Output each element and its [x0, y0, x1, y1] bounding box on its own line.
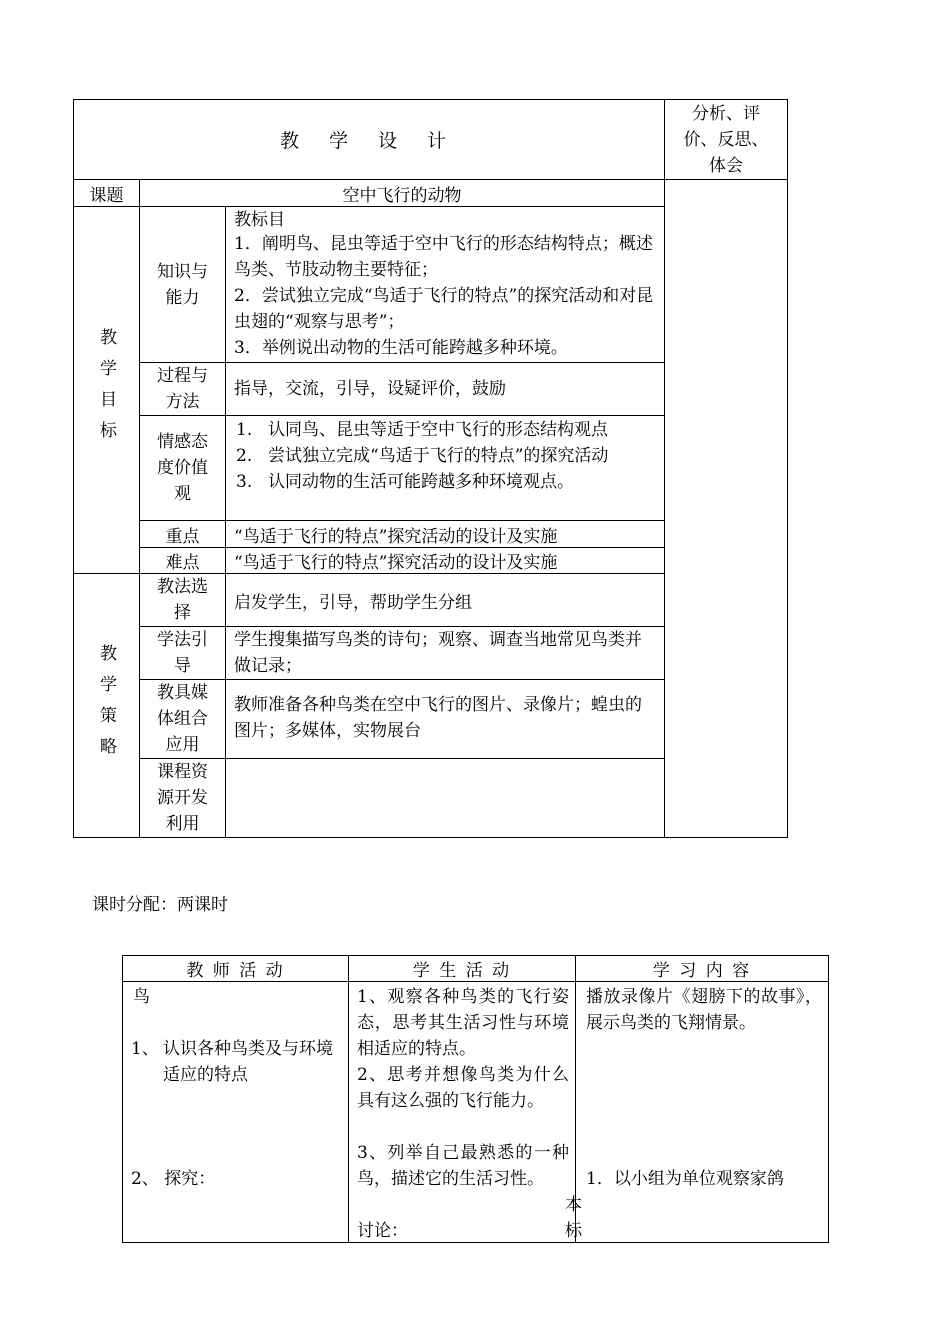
student-mark: 本标: [565, 1195, 582, 1241]
knowledge-item: 3．举例说出动物的生活可能跨越多种环境。: [234, 338, 568, 358]
teacher-item-1-text: 认识各种鸟类及与环境适应的特点: [163, 1039, 333, 1085]
method-content: [225, 573, 665, 627]
design-title-text: 教 学 设 计: [279, 130, 459, 152]
media-content: [225, 679, 665, 759]
emotion-item-num: 3.: [236, 472, 253, 492]
topic-value-text: 空中飞行的动物: [342, 185, 462, 206]
study-label: [139, 626, 226, 680]
emotion-item: [236, 469, 656, 495]
emotion-item-text: 尝试独立完成“鸟适于飞行的特点”的探究活动: [268, 446, 609, 466]
teacher-header-text: 教 师 活 动: [186, 961, 285, 981]
study-label-text: 学法引导: [157, 630, 208, 676]
key-content: [225, 520, 665, 548]
student-item-4: 讨论：: [357, 1221, 408, 1241]
content-header: [575, 955, 829, 982]
content-item-1: 播放录像片《翅膀下的故事》，展示鸟类的飞翔情景。: [586, 987, 822, 1033]
method-label-text: 教法选择: [157, 577, 208, 623]
emotion-content: [225, 415, 665, 521]
emotion-item-num: 2.: [236, 446, 253, 466]
teacher-item-2: 2、 探究：: [131, 1169, 216, 1189]
content-item-2: 1．以小组为单位观察家鸽: [586, 1169, 784, 1189]
student-item-2: 2、思考并想像鸟类为什么具有这么强的飞行能力。: [357, 1065, 569, 1111]
emotion-label: [139, 415, 226, 521]
knowledge-item: 2．尝试独立完成“鸟适于飞行的特点”的探究活动和对昆虫翅的“观察与思考”；: [234, 286, 654, 332]
knowledge-label: [139, 206, 226, 363]
teacher-item-1-num: 1、: [131, 1039, 159, 1059]
design-title: [73, 99, 665, 180]
emotion-item-text: 认同动物的生活可能跨越多种环境观点。: [268, 472, 574, 492]
goals-group-text: 教学目标: [96, 328, 116, 452]
teacher-bird: 鸟: [133, 987, 150, 1007]
strategy-group-text: 教学策略: [96, 643, 116, 768]
key-label-text: 重点: [165, 526, 200, 547]
student-cell: [348, 981, 582, 1243]
difficult-content: [225, 547, 665, 574]
media-text: 教师准备各种鸟类在空中飞行的图片、录像片；蝗虫的图片；多媒体，实物展台: [234, 695, 642, 741]
student-header: [348, 955, 576, 982]
emotion-item: [236, 443, 656, 469]
key-label: [139, 520, 226, 548]
study-text: 学生搜集描写鸟类的诗句；观察、调查当地常见鸟类并做记录；: [234, 630, 642, 676]
process-text: 指导，交流，引导，设疑评价，鼓励: [234, 379, 506, 399]
topic-label-text: 课题: [89, 185, 124, 206]
difficult-text: “鸟适于飞行的特点”探究活动的设计及实施: [234, 553, 558, 573]
student-item-1: 1、观察各种鸟类的飞行姿态，思考其生活习性与环境相适应的特点。: [357, 987, 569, 1059]
schedule-line: 课时分配：两课时: [92, 895, 228, 915]
student-item-3: 3、列举自己最熟悉的一种鸟，描述它的生活习性。: [357, 1143, 569, 1189]
method-label: [139, 573, 226, 627]
student-header-text: 学 生 活 动: [412, 961, 512, 981]
resource-content: [225, 758, 665, 838]
knowledge-content: [225, 206, 665, 363]
goals-heading: 教标目: [234, 210, 285, 230]
knowledge-item: 1．阐明鸟、昆虫等适于空中飞行的形态结构特点；概述鸟类、节肢动物主要特征；: [234, 234, 653, 280]
resource-label-text: 课程资源开发利用: [157, 762, 208, 834]
emotion-item-num: 1.: [236, 420, 253, 440]
method-text: 启发学生，引导，帮助学生分组: [234, 592, 472, 613]
difficult-label-text: 难点: [165, 553, 200, 573]
content-header-text: 学 习 内 容: [652, 961, 752, 981]
emotion-label-text: 情感态度价值观: [157, 432, 208, 504]
reflection-header: [664, 99, 788, 180]
teacher-header: [122, 955, 349, 982]
topic-value: [139, 179, 665, 207]
strategy-group: [73, 573, 140, 838]
process-label: [139, 362, 226, 416]
emotion-item-text: 认同鸟、昆虫等适于空中飞行的形态结构观点: [268, 420, 608, 440]
process-content: [225, 362, 665, 416]
media-label: [139, 679, 226, 759]
resource-label: [139, 758, 226, 838]
key-text: “鸟适于飞行的特点”探究活动的设计及实施: [234, 526, 558, 547]
content-cell: [575, 981, 829, 1243]
difficult-label: [139, 547, 226, 574]
teacher-cell: [122, 981, 349, 1243]
teacher-item-1: [131, 1036, 343, 1088]
study-content: [225, 626, 665, 680]
reflection-header-text: 分析、评价、反思、体会: [683, 103, 769, 176]
reflection-column: [664, 99, 788, 838]
process-label-text: 过程与方法: [157, 366, 208, 412]
goals-group: [73, 206, 140, 574]
topic-label: [73, 179, 140, 207]
emotion-item: [236, 417, 656, 443]
knowledge-label-text: 知识与能力: [157, 261, 208, 308]
media-label-text: 教具媒体组合应用: [157, 683, 208, 755]
